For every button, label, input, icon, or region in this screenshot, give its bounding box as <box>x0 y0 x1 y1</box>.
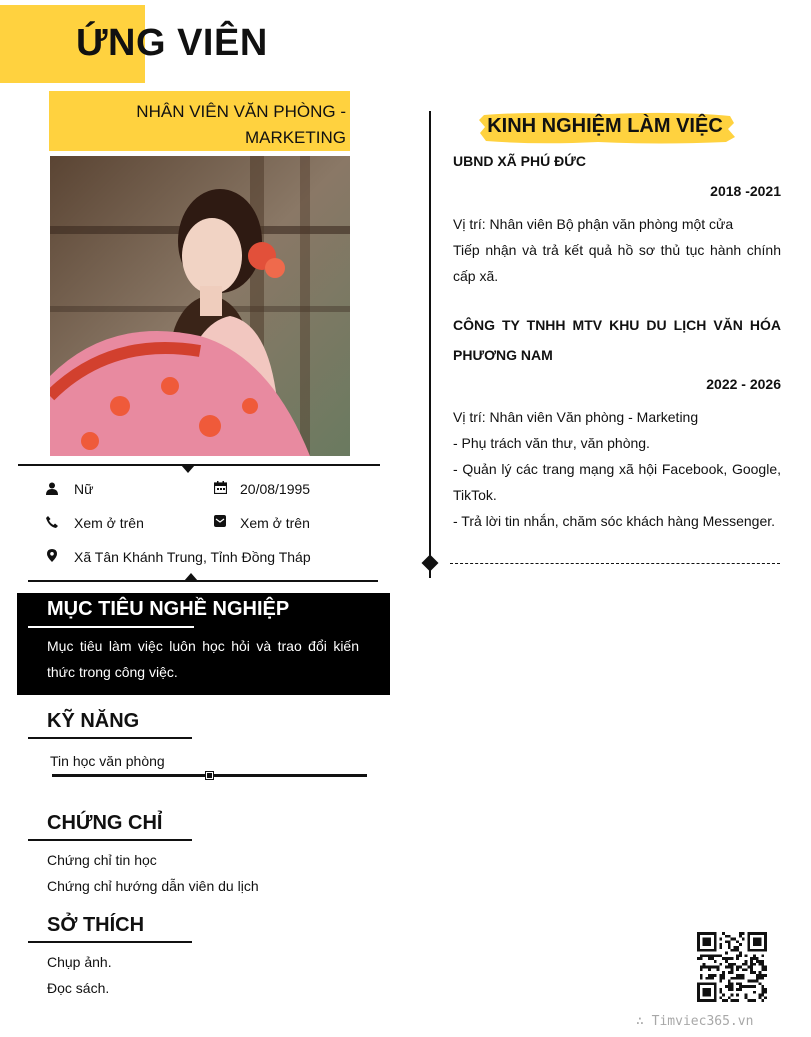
skill-name: Tin học văn phòng <box>50 753 165 769</box>
skills-underline <box>28 737 192 739</box>
job-line: Tiếp nhận và trả kết quả hồ sơ thủ tục hành chính cấp xã. <box>453 242 781 284</box>
user-icon <box>45 481 59 495</box>
job-period: 2022 - 2026 <box>706 376 781 392</box>
gender-value: Nữ <box>74 481 94 497</box>
job-description <box>453 404 781 534</box>
job-company: UBND XÃ PHÚ ĐỨC <box>453 153 586 169</box>
job-line: Vị trí: Nhân viên Văn phòng - Marketing <box>453 409 699 425</box>
watermark: ∴ Timviec365.vn <box>636 1014 754 1029</box>
skills-title: KỸ NĂNG <box>47 710 140 732</box>
qr-code <box>697 932 767 1002</box>
certificates-underline <box>28 839 192 841</box>
info-top-divider <box>18 464 380 466</box>
experience-title: KINH NGHIỆM LÀM VIỆC <box>487 115 723 137</box>
position-line-2: MARKETING <box>244 128 346 147</box>
candidate-name: ỨNG VIÊN <box>76 22 268 64</box>
job-period: 2018 -2021 <box>710 183 781 199</box>
position-title <box>60 99 346 151</box>
job-line: Vị trí: Nhân viên Bộ phận văn phòng một cửa <box>453 216 734 232</box>
divider-arrow-down <box>181 465 195 473</box>
address-value: Xã Tân Khánh Trung, Tỉnh Đồng Tháp <box>74 549 311 565</box>
job-line: - Trả lời tin nhắn, chăm sóc khách hàng Messenger. <box>453 513 776 529</box>
job-line: - Quản lý các trang mạng xã hội Facebook, Google, TikTok. <box>453 461 781 503</box>
job-description <box>453 211 781 289</box>
skill-level-marker <box>205 771 214 780</box>
career-goal-text: Mục tiêu làm việc luôn học hỏi và trao đổi kiến thức trong công việc. <box>47 638 359 680</box>
hobby-item: Chụp ảnh. <box>47 954 112 970</box>
hobbies-title: SỞ THÍCH <box>47 914 145 936</box>
career-goal-title: MỤC TIÊU NGHỀ NGHIỆP <box>47 598 290 620</box>
info-bottom-divider <box>28 580 378 582</box>
position-line-1: NHÂN VIÊN VĂN PHÒNG - <box>136 102 346 121</box>
calendar-icon <box>213 480 227 494</box>
certificate-item: Chứng chỉ tin học <box>47 852 157 868</box>
job-line: - Phụ trách văn thư, văn phòng. <box>453 435 650 451</box>
phone-icon <box>45 515 59 529</box>
career-goal-underline <box>28 626 194 628</box>
email-icon <box>213 514 227 528</box>
certificates-title: CHỨNG CHỈ <box>47 812 163 834</box>
hobbies-underline <box>28 941 192 943</box>
email-value: Xem ở trên <box>240 515 310 531</box>
timeline-diamond <box>422 555 439 572</box>
birthday-value: 20/08/1995 <box>240 481 311 497</box>
profile-photo <box>50 156 350 456</box>
timeline-line <box>429 111 431 578</box>
phone-value: Xem ở trên <box>74 515 144 531</box>
certificate-item: Chứng chỉ hướng dẫn viên du lịch <box>47 878 259 894</box>
location-pin-icon <box>45 548 59 562</box>
timeline-dashed-line <box>450 563 780 564</box>
job-company: CÔNG TY TNHH MTV KHU DU LỊCH VĂN HÓA PHƯƠNG NAM <box>453 317 781 363</box>
hobby-item: Đọc sách. <box>47 980 110 996</box>
